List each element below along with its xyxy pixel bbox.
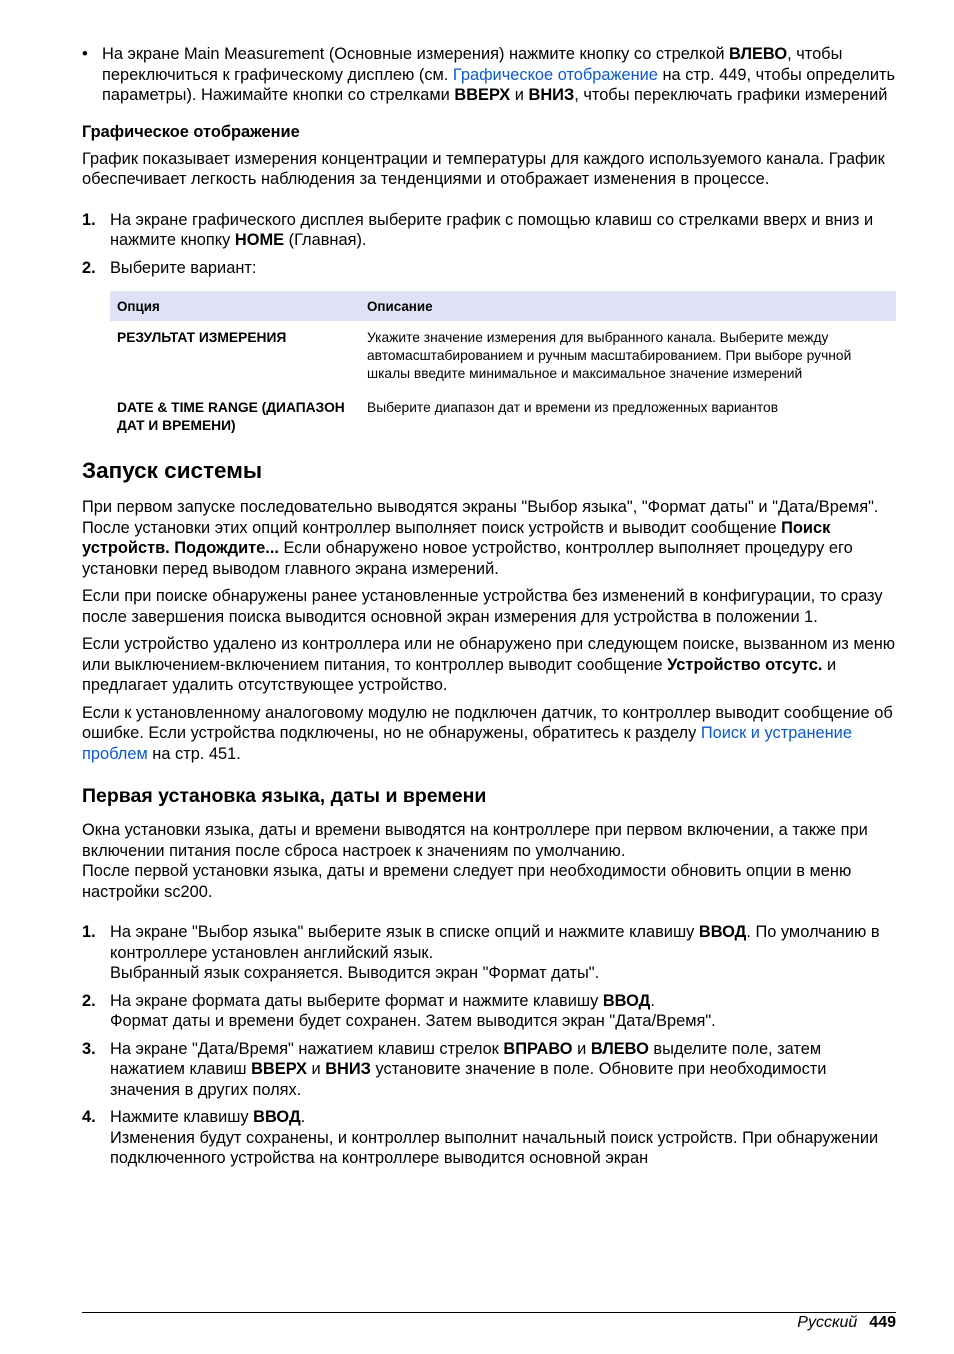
startup-p1-text-end: Если обнаружено новое устройство, контроллер выполняет процедуру его установки перед выводом главного экрана измерений. (82, 539, 853, 578)
graphic-step-1 (82, 210, 896, 251)
startup-paragraph-4 (82, 703, 896, 765)
step-bold-left: ВЛЕВО (590, 1039, 649, 1058)
startup-paragraph-2: Если при поиске обнаружены ранее установленные устройства без изменений в конфигурации, то сразу после завершения поиска выводится основной экран измерения для устройства в положении 1. (82, 587, 883, 626)
step-number: 1. (82, 923, 96, 941)
setup-step-3 (82, 1039, 896, 1101)
bullet-text-1: На экране Main Measurement (Основные измерения) нажмите кнопку со стрелкой (102, 45, 730, 63)
step-result: Выбранный язык сохраняется. Выводится экран "Формат даты". (110, 964, 600, 982)
step-text: На экране "Выбор языка" выберите язык в списке опций и нажмите клавишу (110, 923, 699, 941)
bullet-text-3: на стр. 449, чтобы определить параметры). Нажимайте кнопки со стрелками (102, 65, 896, 104)
step-bold-home: HOME (234, 231, 285, 249)
bullet-bold-up: ВВЕРХ (454, 86, 511, 104)
step-text-end: установите значение в поле. Обновите при необходимости значения в других полях. (110, 1060, 827, 1099)
bullet-bold-down: ВНИЗ (528, 86, 575, 104)
step-text-end: . По умолчанию в контроллере установлен английский язык. (110, 923, 880, 962)
footer-language: Русский (797, 1314, 858, 1331)
step-text: Выберите вариант: (110, 258, 257, 277)
bullet-text-2: , чтобы переключиться к графическому дисплею (см. (102, 45, 843, 84)
step-text-and-2: и (306, 1060, 326, 1078)
troubleshooting-link[interactable]: Поиск и устранение проблем (82, 724, 852, 763)
step-text: На экране графического дисплея выберите график с помощью клавиш со стрелками вверх и вниз и нажмите кнопку (110, 210, 874, 249)
step-text: Нажмите клавишу (110, 1108, 254, 1126)
step-text-end: . (650, 991, 655, 1010)
step-number: 2. (82, 258, 96, 277)
page-content (82, 44, 896, 1169)
bullet-text-4: и (510, 86, 529, 104)
step-text-mid: выделите поле, затем нажатием клавиш (110, 1039, 822, 1078)
table-row (110, 389, 896, 441)
graphic-step-2 (82, 258, 896, 279)
step-text-end: . (300, 1108, 306, 1126)
option-cell: DATE & TIME RANGE (ДИАПАЗОН ДАТ И ВРЕМЕНИ) (117, 400, 345, 433)
step-bold-enter: ВВОД (698, 923, 747, 941)
graphic-display-intro: График показывает измерения концентрации и температуры для каждого используемого канала. График обеспечивает легкость наблюдения за тенденциями и отображает изменения в процессе. (82, 149, 885, 188)
step-number: 3. (82, 1039, 96, 1058)
startup-paragraph-3 (82, 634, 896, 696)
startup-heading: Запуск системы (82, 458, 263, 483)
table-header-row (110, 291, 896, 321)
footer-rule (82, 1312, 896, 1313)
setup-step-1 (82, 922, 896, 984)
startup-p3-text-end: и предлагает удалить отсутствующее устройство. (82, 655, 837, 694)
step-text-end: (Главная). (284, 231, 367, 249)
description-cell: Выберите диапазон дат и времени из предложенных вариантов (367, 400, 779, 415)
startup-p4-text-end: на стр. 451. (147, 744, 241, 763)
bullet-text-5: , чтобы переключать графики измерений (574, 86, 888, 104)
step-text-and: и (572, 1039, 591, 1058)
options-table (110, 291, 896, 441)
page-footer (797, 1313, 896, 1333)
step-result: Формат даты и времени будет сохранен. Затем выводится экран "Дата/Время". (110, 1012, 716, 1030)
table-header-option: Опция (110, 291, 360, 321)
bullet-item (82, 44, 896, 106)
step-result: Изменения будут сохранены, и контроллер выполнит начальный поиск устройств. При обнаружении подключенного устройства на контроллере выводится основной экран (110, 1128, 879, 1167)
startup-paragraph-1 (82, 497, 896, 579)
startup-p4-text: Если к установленному аналоговому модулю не подключен датчик, то контроллер выводит сообщение об ошибке. Если устройства подключены, но не обнаружены, обратитесь к разделу (82, 703, 893, 742)
setup-step-2 (82, 991, 896, 1032)
step-bold-up: ВВЕРХ (251, 1060, 307, 1078)
startup-p1-text: При первом запуске последовательно выводятся экраны "Выбор языка", "Формат даты" и "Дата/Время". После установки этих опций контроллер выполняет поиск устройств и выводит сообщение (82, 498, 879, 537)
graphic-display-heading: Графическое отображение (82, 122, 300, 141)
step-bold-right: ВПРАВО (503, 1039, 573, 1058)
step-bold-down: ВНИЗ (325, 1060, 371, 1078)
setup-heading: Первая установка языка, даты и времени (82, 785, 487, 807)
description-cell: Укажите значение измерения для выбранного канала. Выберите между автомасштабированием и ручным масштабированием. При выборе ручной шкалы введите минимальное и максимальное значение измерений (367, 330, 852, 381)
bullet-bold-left: ВЛЕВО (729, 45, 788, 63)
step-number: 1. (82, 210, 96, 229)
step-text: На экране "Дата/Время" нажатием клавиш стрелок (110, 1039, 504, 1058)
graphic-display-link[interactable]: Графическое отображение (452, 65, 658, 84)
step-number: 4. (82, 1108, 96, 1126)
setup-intro-2: После первой установки языка, даты и времени следует при необходимости обновить опции в меню настройки sc200. (82, 862, 852, 901)
option-cell: РЕЗУЛЬТАТ ИЗМЕРЕНИЯ (117, 330, 287, 345)
page-number: 449 (869, 1314, 896, 1331)
step-text: На экране формата даты выберите формат и нажмите клавишу (110, 991, 603, 1010)
table-row (110, 321, 896, 389)
setup-step-4 (82, 1107, 896, 1169)
startup-p3-bold: Устройство отсутс. (667, 655, 823, 674)
table-header-description: Описание (360, 291, 896, 321)
bullet-marker: • (82, 45, 88, 63)
setup-intro-1: Окна установки языка, даты и времени выводятся на контроллере при первом включении, а также при включении питания после сброса настроек к значениям по умолчанию. (82, 821, 868, 860)
startup-p1-bold: Поиск устройств. Подождите... (82, 518, 831, 557)
startup-p3-text: Если устройство удалено из контроллера или не обнаружено при следующем поиске, вызванном из меню или выключением-включением питания, то контроллер выводит сообщение (82, 635, 896, 674)
step-bold-enter: ВВОД (602, 991, 651, 1010)
step-number: 2. (82, 991, 96, 1010)
step-bold-enter: ВВОД (253, 1108, 301, 1126)
